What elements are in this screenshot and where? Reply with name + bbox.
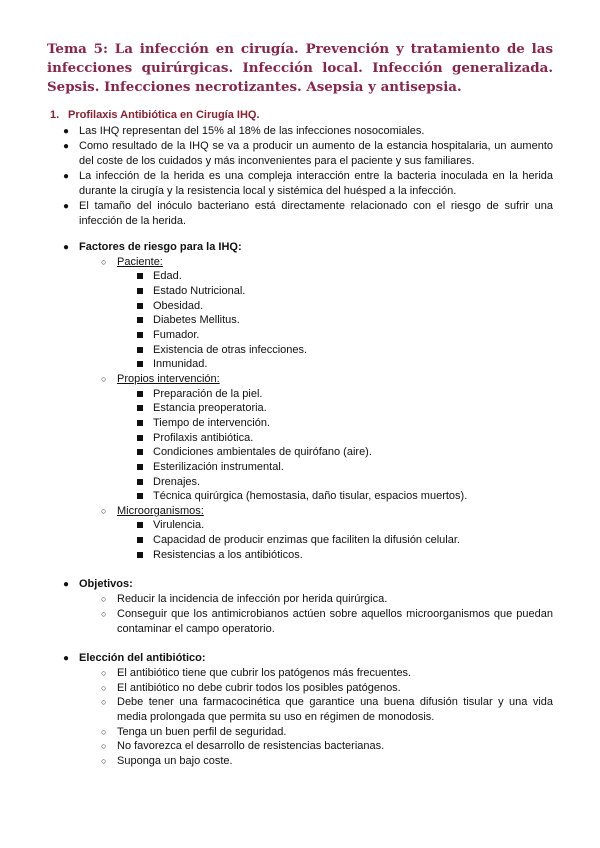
list-item: ○ No favorezca el desarrollo de resistencias bacterianas.	[101, 740, 385, 752]
list-item: ○ Debe tener una farmacocinética que garantice una buena difusión tisular y una vida	[101, 696, 553, 708]
list-item: Inmunidad.	[137, 357, 553, 372]
circle-bullet-icon: ○	[101, 741, 107, 751]
list-item: Fumador.	[137, 328, 553, 343]
square-bullet-icon	[137, 464, 143, 470]
bullet-icon: ●	[63, 171, 70, 182]
circle-bullet-icon: ○	[101, 756, 107, 766]
square-bullet-icon	[137, 449, 143, 455]
circle-bullet-icon: ○	[101, 374, 107, 384]
list-item: Técnica quirúrgica (hemostasia, daño tisular, espacios muertos).	[137, 489, 553, 504]
list-item-continuation: del coste de los cuidados y más inconvenientes para el paciente y sus familiares.	[79, 155, 475, 167]
group-label: ○ Propios intervención:	[101, 373, 220, 385]
circle-bullet-icon: ○	[101, 506, 107, 516]
list-item: ○ Tenga un buen perfil de seguridad.	[101, 726, 287, 738]
circle-bullet-icon: ○	[101, 697, 107, 707]
document-title: Tema 5: La infección en cirugía. Prevención y tratamiento de las infecciones quirúrgicas. Infección local. Infección generalizada. Sepsis. Infecciones necrotizantes. Asepsia y antisepsia.	[47, 41, 553, 95]
list-item: ● La infección de la herida es una compleja interacción entre la bacteria inoculada en la herida	[63, 170, 553, 182]
bullet-icon: ●	[63, 126, 70, 137]
subsection-heading: ● Elección del antibiótico:	[63, 652, 206, 664]
list-item: Existencia de otras infecciones.	[137, 343, 553, 358]
list-item-continuation: durante la cirugía y la resistencia local y sistémica del huésped a la infección.	[79, 185, 457, 197]
circle-bullet-icon: ○	[101, 727, 107, 737]
section-title: Profilaxis Antibiótica en Cirugía IHQ.	[68, 109, 260, 121]
list-item: Obesidad.	[137, 299, 553, 314]
square-bullet-icon	[137, 332, 143, 338]
bullet-icon: ●	[63, 579, 70, 590]
list-item: Profilaxis antibiótica.	[137, 431, 553, 446]
square-bullet-icon	[137, 347, 143, 353]
square-bullet-icon	[137, 361, 143, 367]
circle-bullet-icon: ○	[101, 683, 107, 693]
circle-bullet-icon: ○	[101, 257, 107, 267]
list-item: Estado Nutricional.	[137, 284, 553, 299]
square-bullet-icon	[137, 537, 143, 543]
list-item: Preparación de la piel.	[137, 387, 553, 402]
bullet-icon: ●	[63, 242, 70, 253]
square-bullet-icon	[137, 420, 143, 426]
list-item: ○ El antibiótico tiene que cubrir los patógenos más frecuentes.	[101, 667, 412, 679]
circle-bullet-icon: ○	[101, 668, 107, 678]
list-item: Resistencias a los antibióticos.	[137, 548, 553, 563]
square-bullet-icon	[137, 273, 143, 279]
subsection-heading: ● Objetivos:	[63, 578, 133, 590]
square-bullet-icon	[137, 435, 143, 441]
group-label: ○ Microorganismos:	[101, 505, 204, 517]
list-item-continuation: media prolongada que permita su uso en régimen de monodosis.	[117, 711, 435, 723]
list-item: ● El tamaño del inóculo bacteriano está directamente relacionado con el riesgo de sufrir una	[63, 200, 553, 212]
square-bullet-icon	[137, 552, 143, 558]
list-item: ○ Suponga un bajo coste.	[101, 755, 233, 767]
list-item: Esterilización instrumental.	[137, 460, 553, 475]
circle-bullet-icon: ○	[101, 609, 107, 619]
list-item: ○ Reducir la incidencia de infección por herida quirúrgica.	[101, 593, 388, 605]
bullet-icon: ●	[63, 653, 70, 664]
list-item: Tiempo de intervención.	[137, 416, 553, 431]
square-bullet-icon	[137, 405, 143, 411]
section-number: 1.	[50, 109, 60, 121]
list-item: Capacidad de producir enzimas que faciliten la difusión celular.	[137, 533, 553, 548]
list-item: ○ El antibiótico no debe cubrir todos los posibles patógenos.	[101, 682, 401, 694]
square-bullet-icon	[137, 303, 143, 309]
list-item-continuation: infección de la herida.	[79, 215, 187, 227]
list-item: ● Como resultado de la IHQ se va a producir un aumento de la estancia hospitalaria, un aumento	[63, 140, 553, 152]
section-heading	[50, 109, 560, 124]
square-bullet-icon	[137, 479, 143, 485]
bullet-icon: ●	[63, 201, 70, 212]
list-item: Estancia preoperatoria.	[137, 401, 553, 416]
list-item: Drenajes.	[137, 475, 553, 490]
square-bullet-icon	[137, 522, 143, 528]
list-item: ● Las IHQ representan del 15% al 18% de las infecciones nosocomiales.	[63, 125, 425, 137]
square-bullet-icon	[137, 493, 143, 499]
square-bullet-icon	[137, 288, 143, 294]
subsection-heading: ● Factores de riesgo para la IHQ:	[63, 241, 242, 253]
square-bullet-icon	[137, 391, 143, 397]
list-item-continuation: contaminar el campo operatorio.	[117, 623, 275, 635]
circle-bullet-icon: ○	[101, 594, 107, 604]
list-item: Edad.	[137, 269, 553, 284]
group-label: ○ Paciente:	[101, 256, 163, 268]
list-item: ○ Conseguir que los antimicrobianos actúen sobre aquellos microorganismos que puedan	[101, 608, 553, 620]
list-item: Condiciones ambientales de quirófano (aire).	[137, 445, 553, 460]
list-item: Virulencia.	[137, 518, 553, 533]
list-item: Diabetes Mellitus.	[137, 313, 553, 328]
square-bullet-icon	[137, 317, 143, 323]
bullet-icon: ●	[63, 141, 70, 152]
